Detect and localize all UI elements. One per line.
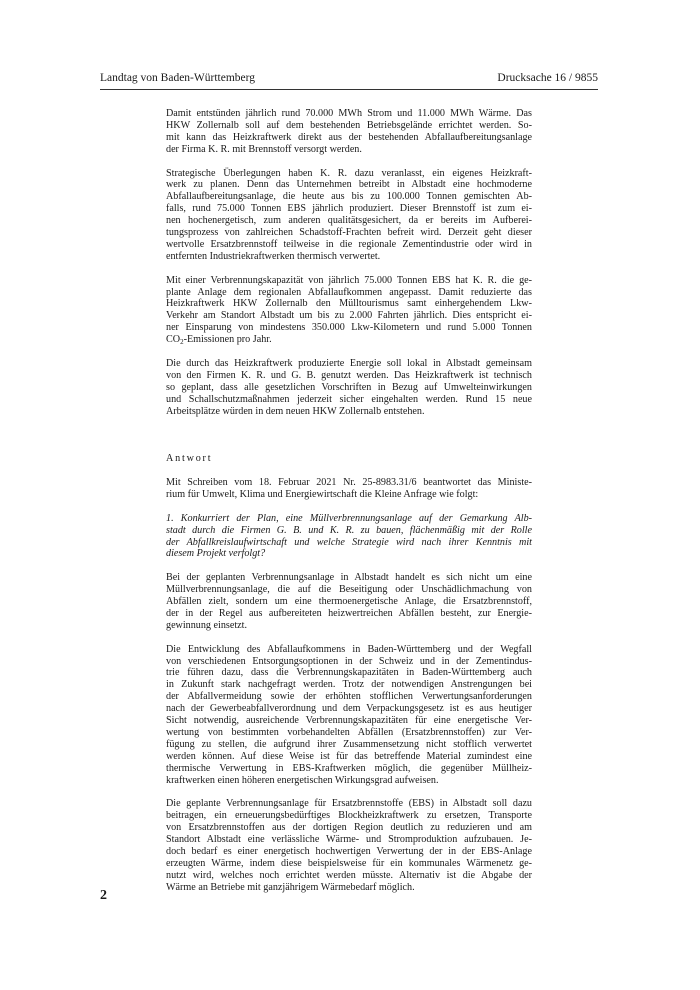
text-line: Strategische Überlegungen haben K. R. dazu veranlasst, ein eigenes Heizkraft- [166,167,532,179]
text-line: diesem Projekt verfolgt? [166,548,266,560]
text-line: gewinnung einsetzt. [166,619,247,631]
text-line: Verkehr am Standort Albstadt um bis zu 2.000 Fahrten jährlich. Dies entspricht ei- [166,310,532,322]
page-number: 2 [100,888,107,903]
text-line: Die geplante Verbrennungsanlage für Ersatzbrennstoffe (EBS) in Albstadt soll dazu [166,798,532,810]
paragraph [166,358,532,418]
text-line: HKW Zollernalb soll auf dem bestehenden Betriebsgelände errichtet werden. So- [166,119,532,131]
text-line: Bei der geplanten Verbrennungsanlage in Albstadt handelt es sich nicht um eine [166,572,532,584]
document-body [166,108,532,894]
text-line: der Abfallvermeidung sowie der erhöhten stofflichen Verwertungsanforderungen [166,691,532,703]
text-line: Abfällen zielt, sondern um eine thermoenergetische Anlage, die Ersatzbrennstoff, [166,596,532,608]
answer-heading: Antwort [166,453,213,465]
text-line: $CO_2$-Emissionen pro Jahr. [166,334,272,347]
text-line: nach der Gewerbeabfallverordnung und dem Verpackungsgesetz ist es aus heutiger [166,703,532,715]
text-line: stadt durch die Firmen G. B. und K. R. zu bauen, flächenmäßig mit der Rolle [166,524,532,536]
text-line: Abfallaufbereitungsanlage, die heute aus bis zu 100.000 Tonnen gemischten Ab- [166,191,532,203]
text-line: Müllverbrennungsanlage, die auf die Beseitigung oder Unschädlichmachung von [166,584,532,596]
text-line: plante Anlage dem regionalen Abfallaufkommen angepasst. Damit reduzierte das [166,286,532,298]
text-line: nutzt wird, welches noch errichtet werden müsste. Alternativ ist die Abgabe der [166,869,532,881]
text-line: beitragen, ein erneuerungsbedürftiges Blockheizkraftwerk zu ersetzen, Transporte [166,810,532,822]
text-line: Mit einer Verbrennungskapazität von jährlich 75.000 Tonnen EBS hat K. R. die ge- [166,274,532,286]
text-line: Damit entstünden jährlich rund 70.000 MWh Strom und 11.000 MWh Wärme. Das [166,108,532,119]
text-line: tungsprozess von zahlreichen Schadstoff-Frachten befreit wird. Derzeit geht dieser [166,227,532,239]
text-line: kraftwerken einen höheren energetischen Wirkungsgrad aufweisen. [166,774,439,786]
paragraph [166,572,532,632]
text-line: von verschiedenen Entsorgungsoptionen in der Schweiz und in der Zementindus- [166,655,532,667]
text-line: entfernten Industriekraftwerken thermisch verwertet. [166,250,381,262]
text-line: werden können. Auf diese Weise ist für das betreffende Material zumindest eine [166,750,532,762]
paragraph [166,168,532,263]
paragraph [166,798,532,893]
answer-intro [166,477,532,501]
page-header [100,69,598,87]
text-line: werk zu planen. Denn das Unternehmen betreibt in Albstadt eine hochmoderne [166,179,532,191]
text-line: Wärme an Betriebe mit ganzjährigem Wärmebedarf möglich. [166,881,415,893]
text-line: der Abfallkreislaufwirtschaft und welche Strategie wird nach ihrer Kenntnis mit [166,536,532,548]
paragraph [166,275,532,346]
header-parliament: Landtag von Baden-Württemberg [100,72,255,84]
text-line: Sicht notwendig, ausreichende Verbrennungskapazitäten für eine energetische Ver- [166,715,532,727]
text-line: und Schallschutzmaßnahmen jederzeit sicher eingehalten werden. Rund 15 neue [166,393,532,405]
text-line: nen hochenergetisch, zum anderen qualitätsgesichert, da er bereits im Aufberei- [166,215,532,227]
answer-text [166,572,532,893]
text-line: falls, rund 75.000 Tonnen EBS jährlich produziert. Dieser Brennstoff ist zum ei- [166,203,532,215]
text-line: rium für Umwelt, Klima und Energiewirtschaft die Kleine Anfrage wie folgt: [166,488,479,500]
question-1 [166,513,532,561]
text-line: doch bedarf es einer energetisch hochwertigen Verwertung der in der EBS-Anlage [166,846,532,858]
text-line: fügung zu stellen, die aufgrund ihrer Zusammensetzung nicht stofflich verwertet [166,738,532,750]
question-paragraph [166,513,532,561]
header-rule [100,89,598,90]
question-text [166,108,532,418]
text-line: erzeugten Wärme, indem diese beispielsweise für ein kommunales Wärmenetz ge- [166,857,532,869]
text-line: Standort Albstadt eine verlässliche Wärme- und Stromproduktion aufzubauen. Je- [166,834,532,846]
text-line: 1. Konkurriert der Plan, eine Müllverbrennungsanlage auf der Gemarkung Alb- [166,512,532,524]
text-line: in Zukunft stark nachgefragt werden. Trotz der notwendigen Anstrengungen bei [166,679,532,691]
paragraph [166,644,532,787]
text-line: von Ersatzbrennstoffen aus der dortigen Region deutlich zu reduzieren und am [166,822,532,834]
text-line: mit kann das Heizkraftwerk direkt aus der bestehenden Abfallaufbereitungsanlage [166,131,532,143]
text-line: der in der Regel aus aufbereiteten heizwertreichen Abfällen besteht, zur Energie- [166,607,532,619]
text-line: Mit Schreiben vom 18. Februar 2021 Nr. 25-8983.31/6 beantwortet das Ministe- [166,476,532,488]
text-line: Die durch das Heizkraftwerk produzierte Energie soll lokal in Albstadt gemeinsam [166,357,532,369]
text-line: der Firma K. R. mit Brennstoff versorgt werden. [166,143,362,155]
text-line: Arbeitsplätze würden in dem neuen HKW Zollernalb entstehen. [166,405,425,417]
paragraph [166,108,532,156]
text-line: ner Einsparung von mindestens 350.000 Lkw-Kilometern und rund 5.000 Tonnen [166,322,532,334]
text-line: so geplant, dass alle gesetzlichen Vorschriften in Bezug auf Umwelteinwirkungen [166,381,532,393]
text-line: wertvolle Ersatzbrennstoff teilweise in die regionale Zementindustrie oder wird in [166,238,532,250]
text-line: trie führen dazu, dass die Verbrennungskapazitäten in Baden-Württemberg auch [166,667,532,679]
text-line: thermische Verwertung in EBS-Kraftwerken möglich, die gegenüber Müllheiz- [166,762,532,774]
text-line: wertung von bestimmten vorbehandelten Abfällen (Ersatzbrennstoffen) zur Ver- [166,726,532,738]
text-line: Heizkraftwerk HKW Zollernalb den Mülltourismus samt einhergehendem Lkw- [166,298,532,310]
text-line: Die Entwicklung des Abfallaufkommens in Baden-Württemberg und der Wegfall [166,643,532,655]
header-document-number: Drucksache 16 / 9855 [497,72,598,84]
paragraph [166,477,532,501]
text-line: von den Firmen K. R. und G. B. genutzt werden. Das Heizkraftwerk ist technisch [166,369,532,381]
